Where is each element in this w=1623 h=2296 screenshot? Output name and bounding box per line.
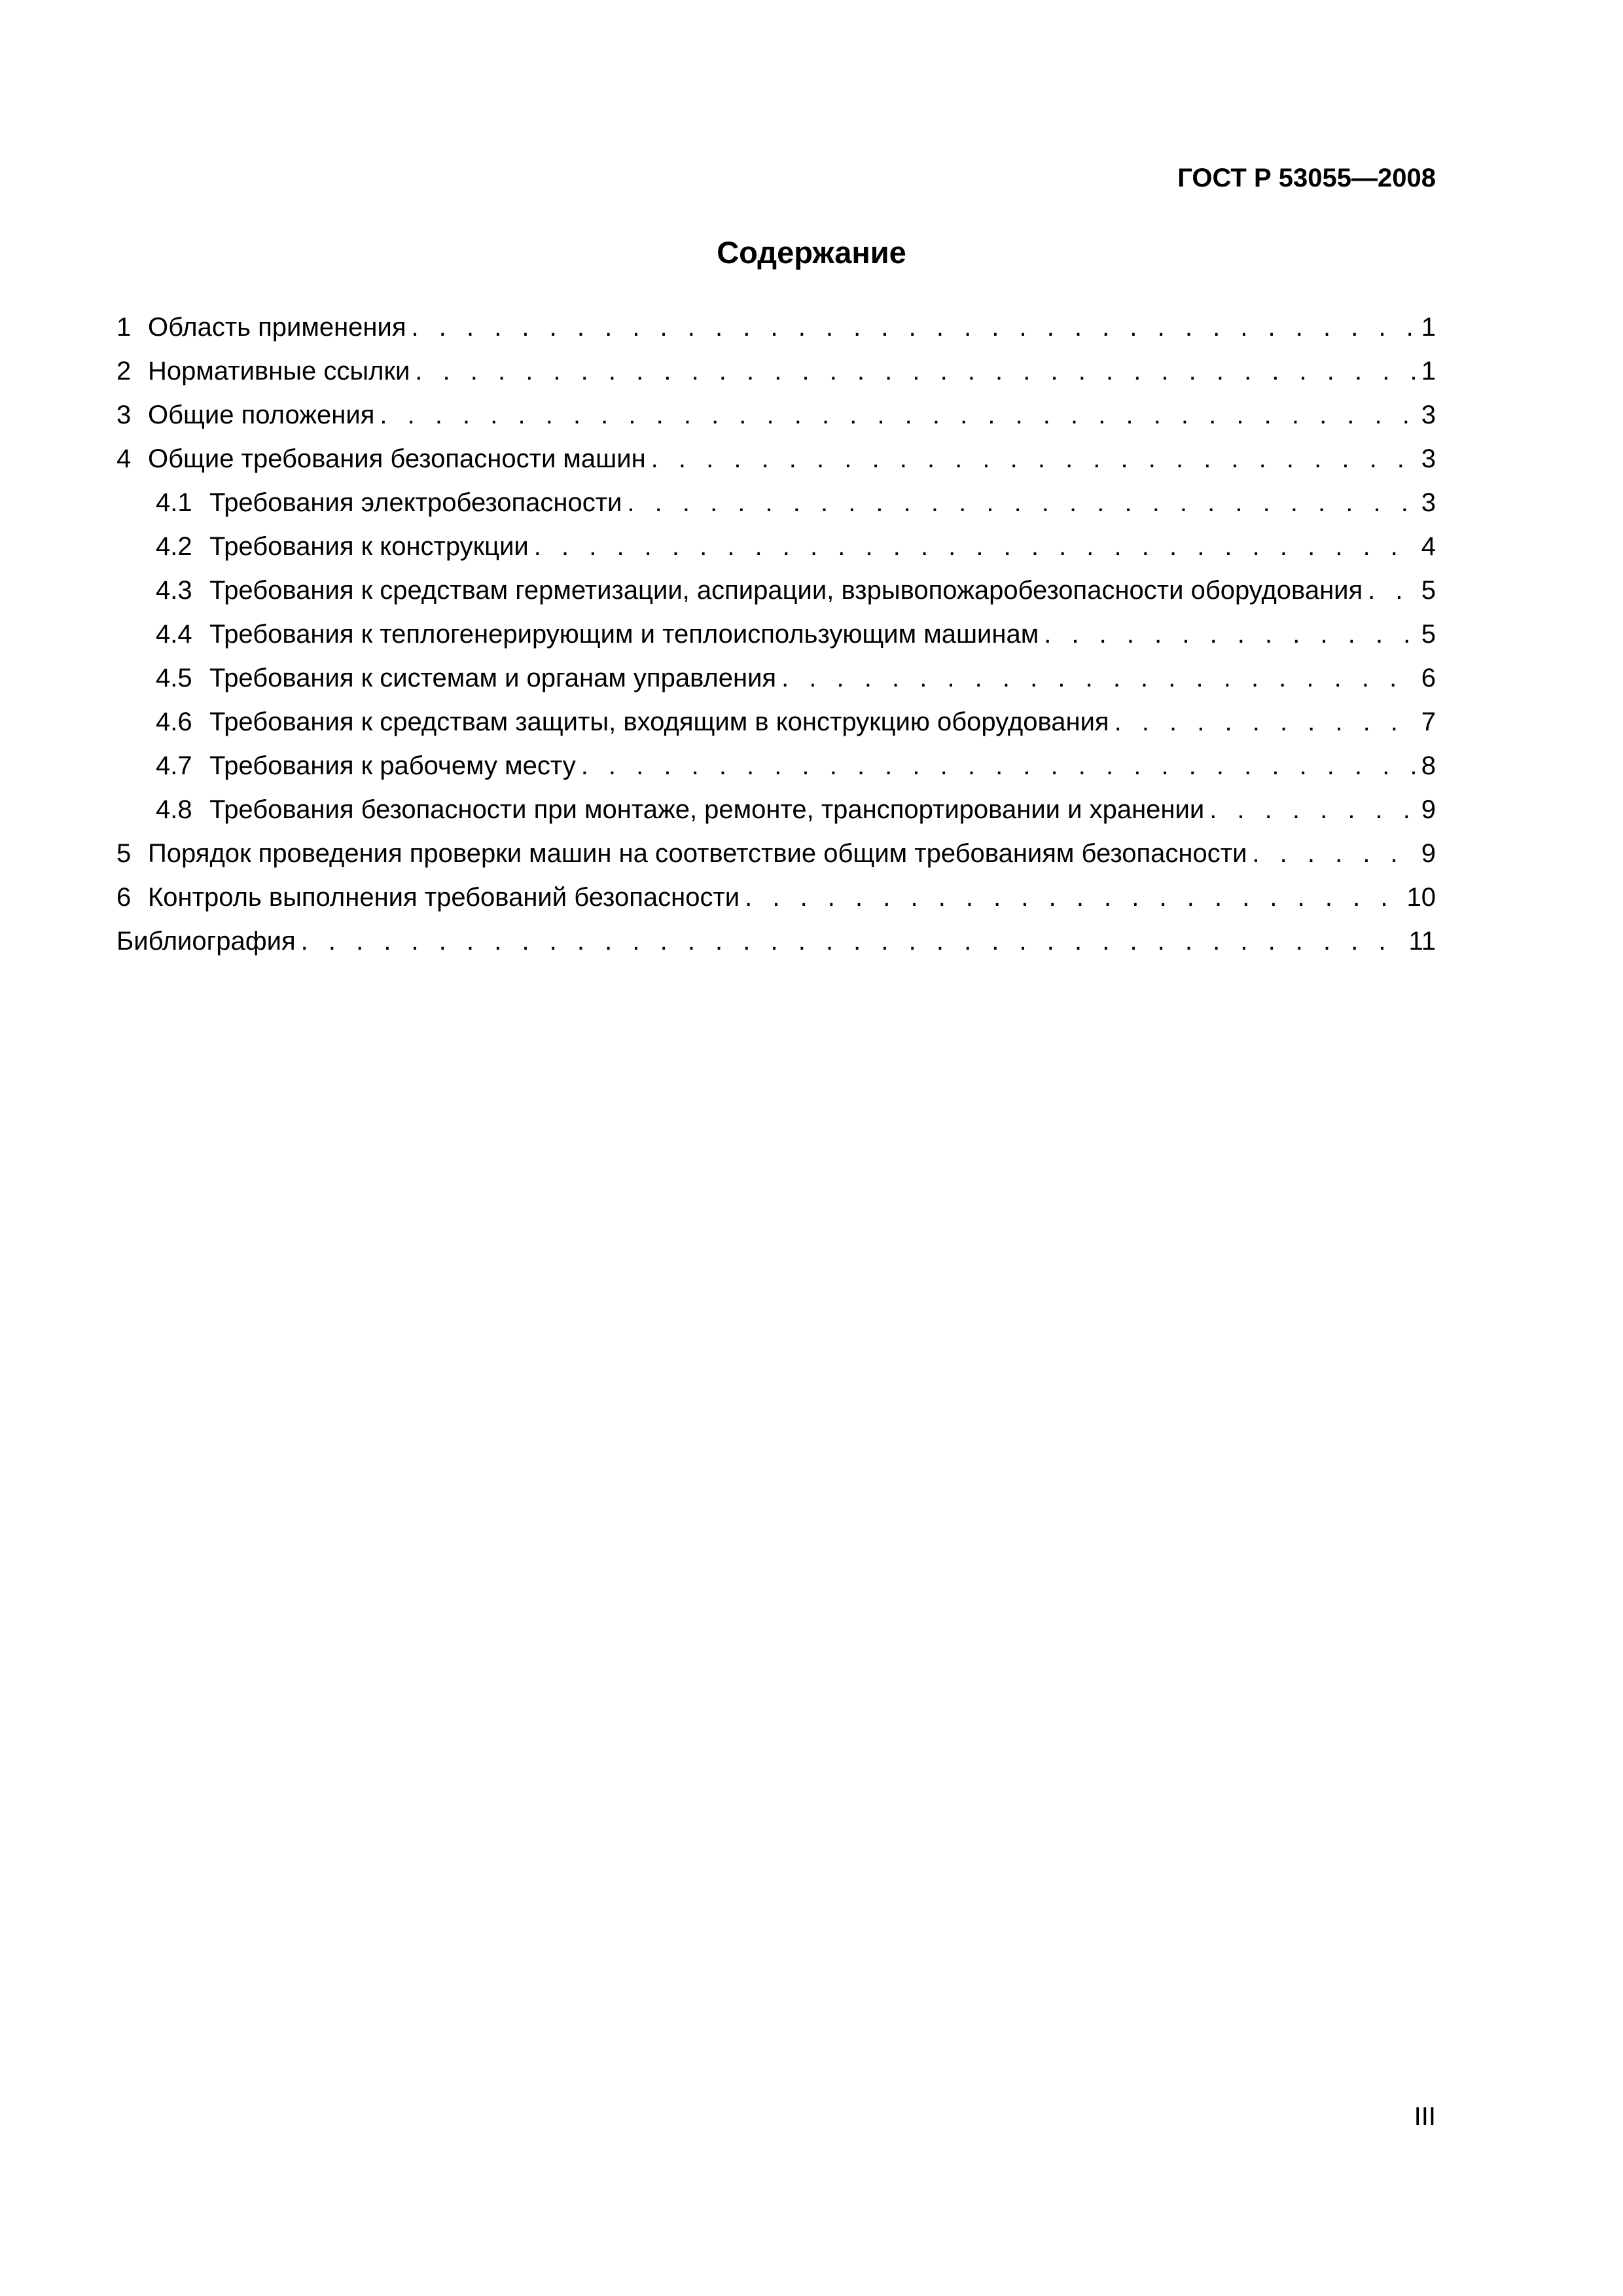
- page-title: Содержание: [717, 235, 906, 270]
- toc-entry-page: 6: [1421, 664, 1436, 692]
- toc-entry-label: Требования к системам и органам управления: [209, 664, 777, 692]
- toc-entry-label: Библиография: [116, 927, 296, 956]
- toc-leader-dots: [1115, 705, 1416, 739]
- toc-entry-page: 4: [1421, 532, 1436, 561]
- toc-entry-1[interactable]: [116, 310, 1436, 354]
- toc-entry-number: 4.4: [156, 620, 192, 649]
- toc-entry-page: 5: [1421, 620, 1436, 649]
- toc-leader-dots: [534, 529, 1416, 564]
- toc-entry-4-6[interactable]: [116, 705, 1436, 749]
- toc-entry-page: 3: [1421, 401, 1436, 429]
- toc-entry-bibliography[interactable]: [116, 924, 1436, 968]
- toc-entry-label: Область применения: [148, 313, 406, 342]
- toc-entry-page: 9: [1421, 795, 1436, 824]
- toc-entry-4-8[interactable]: [116, 793, 1436, 836]
- toc-entry-number: 1: [116, 313, 132, 342]
- toc-entry-number: 6: [116, 883, 132, 912]
- toc-entry-page: 11: [1408, 927, 1436, 956]
- toc-leader-dots: [1044, 617, 1416, 651]
- toc-entry-4-1[interactable]: [116, 486, 1436, 529]
- toc-leader-dots: [380, 398, 1416, 432]
- toc-entry-label: Порядок проведения проверки машин на соответствие общим требованиям безопасности: [148, 839, 1247, 868]
- toc-entry-4-3[interactable]: [116, 573, 1436, 617]
- toc-leader-dots: [1209, 793, 1416, 827]
- toc-entry-number: 5: [116, 839, 132, 868]
- toc-entry-4-7[interactable]: [116, 749, 1436, 793]
- toc-leader-dots: [301, 924, 1404, 958]
- toc-entry-number: 4.6: [156, 708, 192, 736]
- toc-entry-number: 2: [116, 357, 132, 386]
- toc-entry-page: 5: [1421, 576, 1436, 605]
- toc-entry-page: 3: [1421, 444, 1436, 473]
- toc-entry-number: 3: [116, 401, 132, 429]
- toc-entry-label: Требования к конструкции: [209, 532, 529, 561]
- toc-entry-label: Общие положения: [148, 401, 375, 429]
- toc-entry-4-4[interactable]: [116, 617, 1436, 661]
- toc-entry-label: Требования к теплогенерирующим и теплоиспользующим машинам: [209, 620, 1039, 649]
- toc-entry-page: 9: [1421, 839, 1436, 868]
- toc-entry-label: Нормативные ссылки: [148, 357, 410, 386]
- toc-leader-dots: [651, 442, 1416, 476]
- toc-entry-number: 4.5: [156, 664, 192, 692]
- toc-entry-4-2[interactable]: [116, 529, 1436, 573]
- document-code: ГОСТ Р 53055—2008: [1177, 164, 1436, 192]
- toc-entry-page: 1: [1421, 357, 1436, 386]
- toc-entry-label: Требования безопасности при монтаже, ремонте, транспортировании и хранении: [209, 795, 1205, 824]
- toc-entry-number: 4.2: [156, 532, 192, 561]
- toc-entry-page: 10: [1406, 883, 1436, 912]
- toc-entry-label: Требования к средствам герметизации, аспирации, взрывопожаробезопасности оборудования: [209, 576, 1363, 605]
- page-number: III: [1414, 2102, 1436, 2131]
- toc-leader-dots: [1368, 573, 1416, 607]
- toc-entry-6[interactable]: [116, 880, 1436, 924]
- toc-leader-dots: [745, 880, 1401, 914]
- toc-entry-2[interactable]: [116, 354, 1436, 398]
- toc-leader-dots: [627, 486, 1416, 520]
- toc-leader-dots: [781, 661, 1416, 695]
- toc-entry-label: Требования к средствам защиты, входящим в конструкцию оборудования: [209, 708, 1109, 736]
- table-of-contents: [116, 310, 1436, 968]
- toc-entry-4[interactable]: [116, 442, 1436, 486]
- toc-entry-number: 4.7: [156, 751, 192, 780]
- toc-entry-page: 7: [1421, 708, 1436, 736]
- toc-entry-number: 4.1: [156, 488, 192, 517]
- toc-entry-label: Требования к рабочему месту: [209, 751, 576, 780]
- toc-entry-label: Общие требования безопасности машин: [148, 444, 646, 473]
- toc-entry-number: 4: [116, 444, 132, 473]
- toc-entry-3[interactable]: [116, 398, 1436, 442]
- toc-entry-5[interactable]: [116, 836, 1436, 880]
- toc-entry-4-5[interactable]: [116, 661, 1436, 705]
- toc-leader-dots: [1252, 836, 1416, 870]
- toc-leader-dots: [415, 354, 1416, 388]
- toc-entry-label: Требования электробезопасности: [209, 488, 622, 517]
- toc-entry-number: 4.3: [156, 576, 192, 605]
- toc-leader-dots: [581, 749, 1416, 783]
- toc-entry-number: 4.8: [156, 795, 192, 824]
- toc-leader-dots: [412, 310, 1416, 344]
- toc-entry-page: 8: [1421, 751, 1436, 780]
- toc-entry-page: 1: [1421, 313, 1436, 342]
- toc-entry-page: 3: [1421, 488, 1436, 517]
- toc-entry-label: Контроль выполнения требований безопасности: [148, 883, 740, 912]
